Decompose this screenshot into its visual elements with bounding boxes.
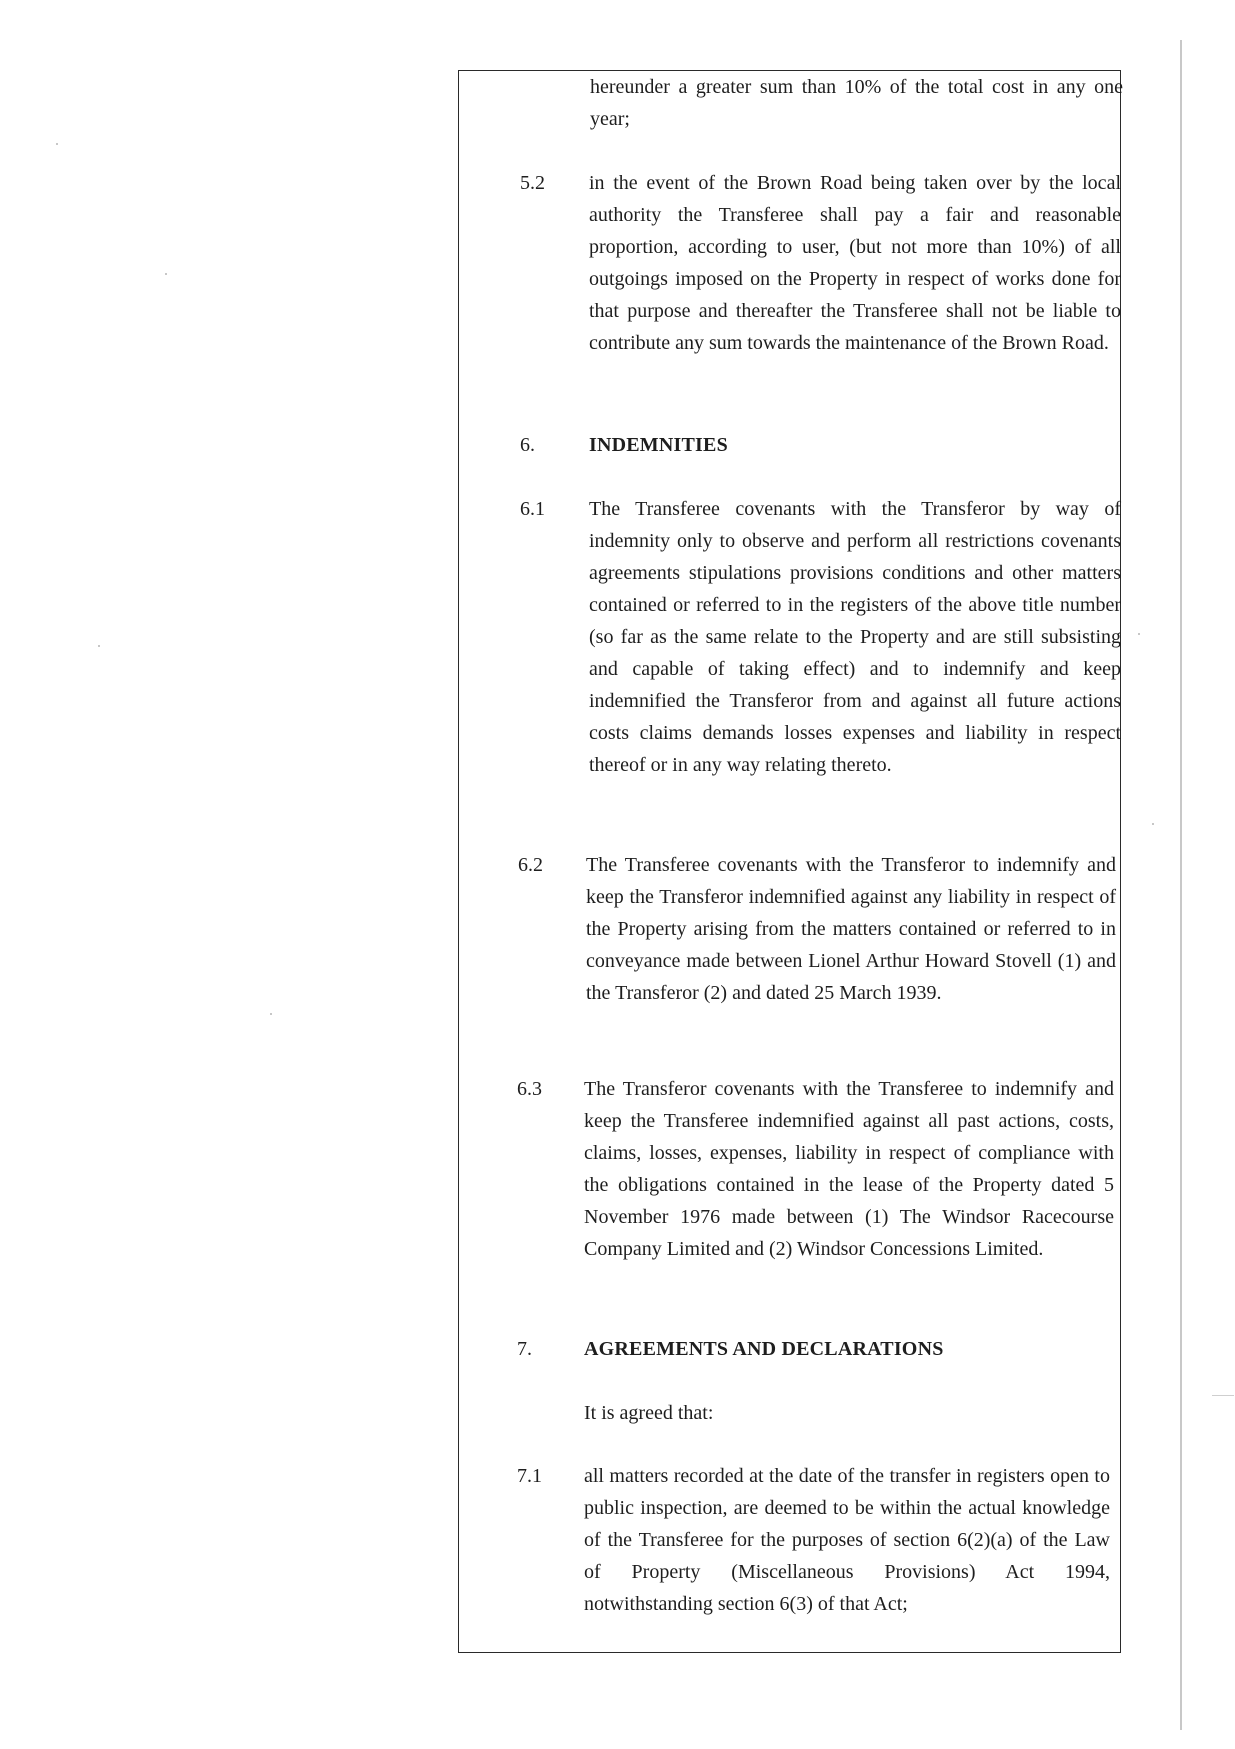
clause-text: The Transferor covenants with the Transferee to indemnify and keep the Transferee indemnified against all past actions, costs, claims, losses, expenses, liability in respect of compliance with the obligations contained in the lease of the Property dated 5 November 1976 made between (1) The Windsor Racecourse Company Limited and (2) Windsor Concessions Limited. — [584, 1078, 1114, 1260]
scan-speck — [1138, 633, 1140, 635]
scan-speck — [165, 273, 167, 275]
scan-speck — [56, 143, 58, 145]
clause-number: 7.1 — [517, 1465, 542, 1487]
clause-text: The Transferee covenants with the Transferor to indemnify and keep the Transferor indemnified against any liability in respect of the Property arising from the matters contained or referred to in conveyance made between Lionel Arthur Howard Stovell (1) and the Transferor (2) and dated 25 March 1939. — [586, 854, 1116, 1004]
scan-edge-line — [1180, 40, 1182, 1730]
section-title: AGREEMENTS AND DECLARATIONS — [584, 1338, 944, 1360]
scan-speck — [270, 1013, 272, 1015]
clause-number: 6.1 — [520, 498, 545, 520]
scan-speck — [1152, 823, 1154, 825]
scan-edge-tick — [1212, 1395, 1234, 1396]
clause-text: all matters recorded at the date of the transfer in registers open to public inspection, are deemed to be within the actual knowledge of the Transferee for the purposes of section 6(2)(a) of the Law of Property (Miscellaneous Provisions) Act 1994, notwithstanding section 6(3) of that Act; — [584, 1465, 1110, 1615]
clause-number: 6.3 — [517, 1078, 542, 1100]
clause-text: in the event of the Brown Road being taken over by the local authority the Transferee shall pay a fair and reasonable proportion, according to user, (but not more than 10%) of all outgoings imposed on the Property in respect of works done for that purpose and thereafter the Transferee shall not be liable to contribute any sum towards the maintenance of the Brown Road. — [589, 172, 1121, 354]
clause-number: 6.2 — [518, 854, 543, 876]
clause-number: 5.2 — [520, 172, 545, 194]
intro-text: It is agreed that: — [584, 1402, 714, 1424]
clause-text: The Transferee covenants with the Transferor by way of indemnity only to observe and perform all restrictions covenants agreements stipulations provisions conditions and other matters contained or referred to in the registers of the above title number (so far as the same relate to the Property and are still subsisting and capable of taking effect) and to indemnify and keep indemnified the Transferor from and against all future actions costs claims demands losses expenses and liability in respect thereof or in any way relating thereto. — [589, 498, 1121, 776]
section-number: 6. — [520, 434, 535, 456]
paragraph-text: hereunder a greater sum than 10% of the total cost in any one year; — [590, 76, 1123, 130]
scan-speck — [98, 645, 100, 647]
section-number: 7. — [517, 1338, 532, 1360]
section-title: INDEMNITIES — [589, 434, 728, 456]
